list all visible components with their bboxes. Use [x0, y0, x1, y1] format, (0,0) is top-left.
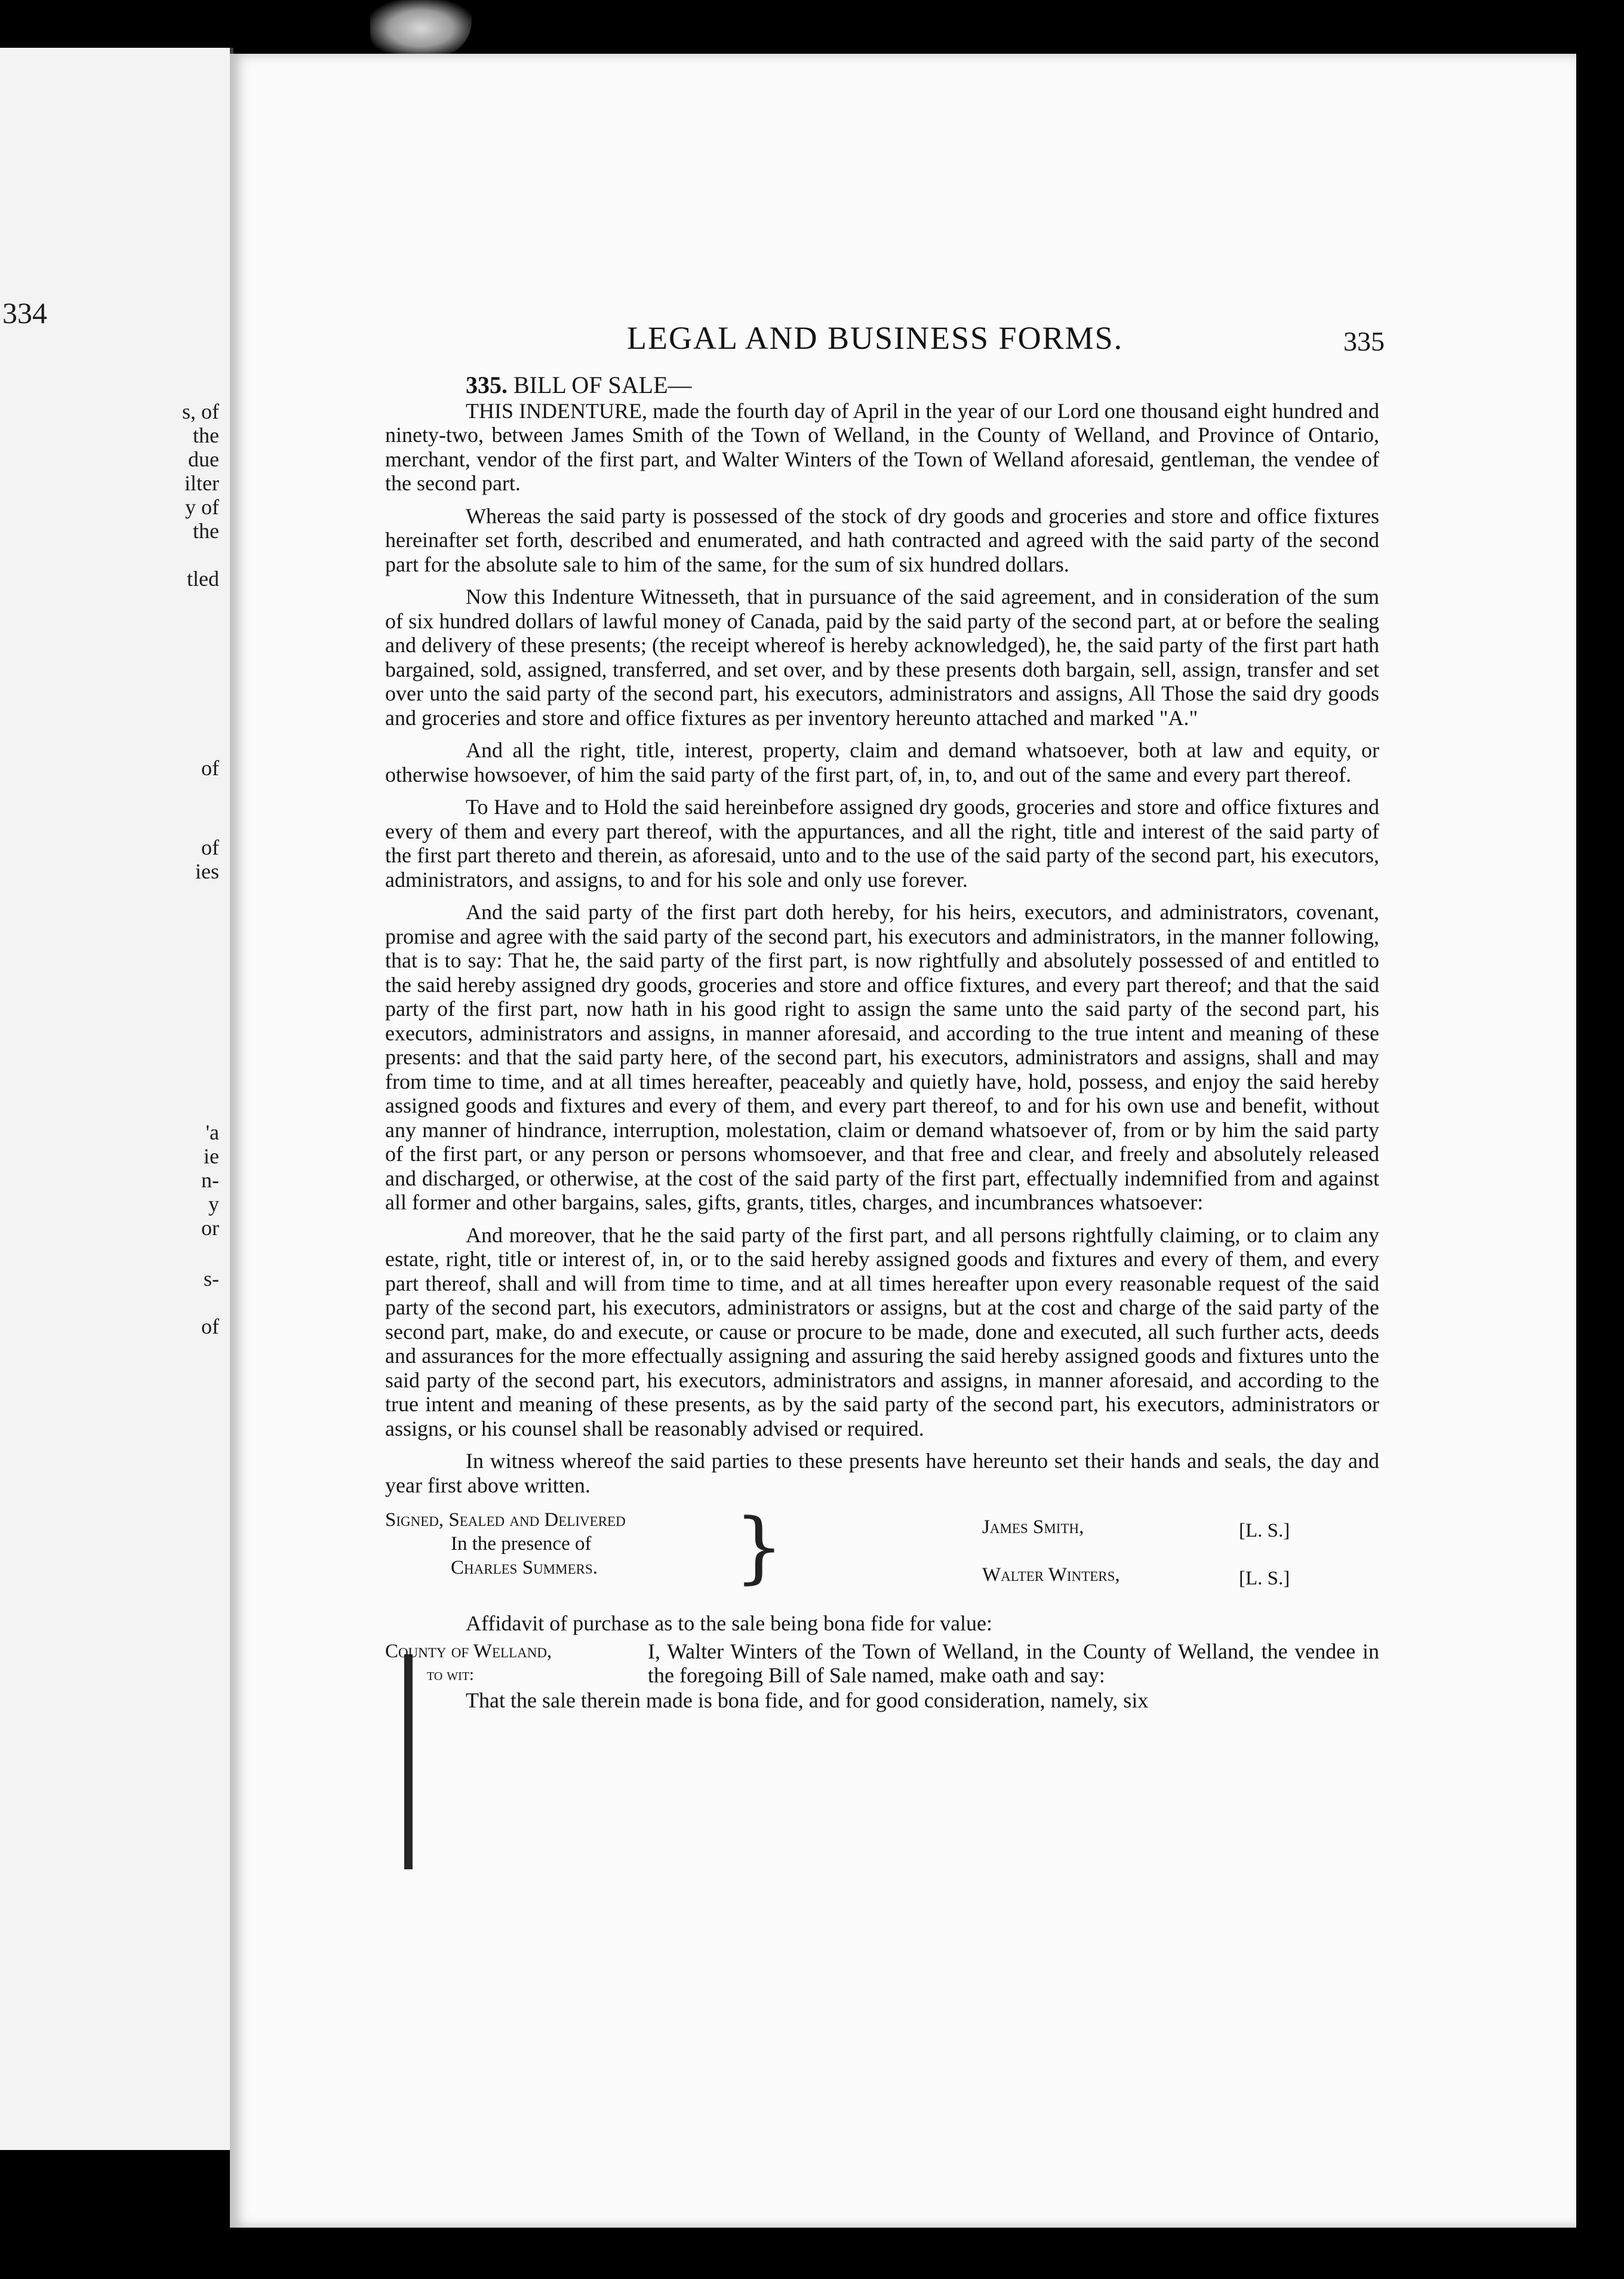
paragraph: And the said party of the first part doth hereby, for his heirs, executors, and administrators, covenant, promise and agree with the said party of the second part, his executors and administrators, in the manner following, that is to say: That he, the said party of the first part, is now rightfully and absolutely possessed of and entitled to the said hereby assigned dry goods, groceries and store and office fixtures, and every part thereof; and that the said party of the first part, now hath in his good right to assign the same unto the said party of the second part, his executors, administrators and assigns, in manner aforesaid, and according to the true intent and meaning of these presents: and that the said party here, of the second part, his executors, administrators and assigns, shall and may from time to time, and at all times hereafter, peaceably and quietly have, hold, possess, and enjoy the said hereby assigned goods and fixtures and every of them, and every part thereof, to and for his own use and benefit, without any manner of hindrance, interruption, molestation, claim or demand whatsoever of, from or by him the said party of the first part, or any person or persons whomsoever, and that free and clear, and freely and absolutely released and discharged, or otherwise, at the cost of the said party of the first part, effectually indemnified from and against all former and other bargains, sales, gifts, grants, titles, charges, and incumbrances whatsoever:: [385, 900, 1379, 1214]
previous-page-fragment: 'a: [205, 1120, 219, 1144]
seal-mark: [L. S.]: [1239, 1520, 1290, 1541]
previous-page-fragment: n-: [201, 1168, 219, 1192]
paragraph: To Have and to Hold the said hereinbefore assigned dry goods, groceries and store and office fixtures and every of them and every part thereof, with the appurtances, and all the right, title and interest of the said party of the first part thereto and therein, as aforesaid, unto and to the use of the said party of the second part, his executors, administrators, and assigns, to and for his sole and only use forever.: [385, 795, 1379, 892]
signature-block: [385, 1501, 1379, 1607]
document-body: [385, 373, 1379, 1712]
previous-page-fragment: the: [193, 423, 219, 447]
previous-page-fragment: of: [201, 836, 219, 859]
paragraph: And moreover, that he the said party of the first part, and all persons rightfully claiming, or to claim any estate, right, title or interest of, in, or to the said hereby assigned goods and fixtures and every of them, and every part thereof, shall and will from time to time, and at all times hereafter upon every reasonable request of the said party of the second part, his executors, administrators or assigns, but at the cost and charge of the said party of the second part, make, do and execute, or cause or procure to be made, done and executed, all such further acts, deeds and assurances for the more effectually assigning and assuring the said hereby assigned goods and fixtures unto the said party of the second part, his executors, administrators and assigns, in manner aforesaid, and according to the true intent and meaning of these presents, as by the said party of the second part, his executors, administrators or assigns, or his counsel shall be reasonably advised or required.: [385, 1223, 1379, 1440]
previous-page-fragment: y of: [185, 495, 219, 519]
previous-page-fragment: the: [193, 519, 219, 543]
previous-page-fragment: tled: [187, 567, 219, 591]
previous-page-fragment: s, of: [182, 400, 219, 423]
previous-page-fragment: ilter: [184, 471, 219, 495]
previous-page-number: 334: [2, 296, 47, 330]
presence-label: In the presence of: [451, 1533, 592, 1555]
affidavit-statement: That the sale therein made is bona fide, and for good consideration, namely, six: [466, 1688, 1149, 1712]
previous-page-fragment: or: [201, 1216, 219, 1240]
previous-page-fragment: y: [208, 1192, 219, 1216]
torn-paper-edge: [370, 0, 472, 57]
witness-block: [385, 1508, 626, 1580]
paragraph: THIS INDENTURE, made the fourth day of April in the year of our Lord one thousand eight hundred and ninety-two, between James Smith of the Town of Welland, in the County of Welland, and Province of Ontario, merchant, vendor of the first part, and Walter Winters of the Town of Welland aforesaid, gentleman, the vendee of the second part.: [385, 398, 1379, 495]
paragraph: Whereas the said party is possessed of the stock of dry goods and groceries and store and office fixtures hereinafter set forth, described and enumerated, and hath contracted and agreed with the said party of the second part for the absolute sale to him of the same, for the sum of six hundred dollars.: [385, 503, 1379, 576]
previous-page-fragment: s-: [204, 1267, 219, 1291]
previous-page-fragment: ie: [204, 1144, 219, 1168]
signer-name: James Smith,: [982, 1516, 1084, 1538]
witness-name: Charles Summers.: [451, 1557, 598, 1578]
section-title: BILL OF SALE—: [513, 371, 692, 398]
county-label: County of Welland,: [385, 1640, 552, 1662]
document-page: [230, 54, 1576, 2228]
venue-block: [385, 1639, 1379, 1688]
affidavit-title: Affidavit of purchase as to the sale being bona fide for value:: [466, 1611, 993, 1635]
page-number: 335: [1343, 326, 1385, 357]
paragraph: And all the right, title, interest, property, claim and demand whatsoever, both at law and equity, or otherwise howsoever, of him the said party of the first part, of, in, to, and out of the same and every part thereof.: [385, 738, 1379, 787]
previous-page: [0, 48, 233, 2150]
section-heading: [466, 373, 1379, 398]
running-header: [230, 320, 1576, 367]
brace-mark: }: [734, 1501, 784, 1592]
signer-name: Walter Winters,: [982, 1564, 1120, 1586]
paragraph: In witness whereof the said parties to these presents have hereunto set their hands and seals, the day and year first above written.: [385, 1449, 1379, 1497]
section-number: 335.: [466, 371, 508, 398]
witness-label: Signed, Sealed and Delivered: [385, 1509, 626, 1531]
county-label-block: [385, 1639, 552, 1687]
previous-page-fragment: ies: [195, 859, 219, 883]
previous-page-fragment: of: [201, 1314, 219, 1338]
paragraph: Now this Indenture Witnesseth, that in pursuance of the said agreement, and in consideration of the sum of six hundred dollars of lawful money of Canada, paid by the said party of the second part, at or before the sealing and delivery of these presents; (the receipt whereof is hereby acknowledged), he, the said party of the first part hath bargained, sold, assigned, transferred, and set over, and by these presents doth bargain, sell, assign, transfer and set over unto the said party of the second part, his executors, administrators and assigns, All Those the said dry goods and groceries and store and office fixtures as per inventory hereunto attached and marked "A.": [385, 585, 1379, 730]
to-wit-label: to wit:: [427, 1665, 474, 1684]
previous-page-fragment: due: [188, 447, 219, 471]
seal-mark: [L. S.]: [1239, 1568, 1290, 1589]
affidavit-oath: I, Walter Winters of the Town of Welland, in the County of Welland, the vendee in the foregoing Bill of Sale named, make oath and say:: [648, 1639, 1379, 1687]
previous-page-fragment: of: [201, 756, 219, 780]
running-title: LEGAL AND BUSINESS FORMS.: [627, 320, 1124, 356]
